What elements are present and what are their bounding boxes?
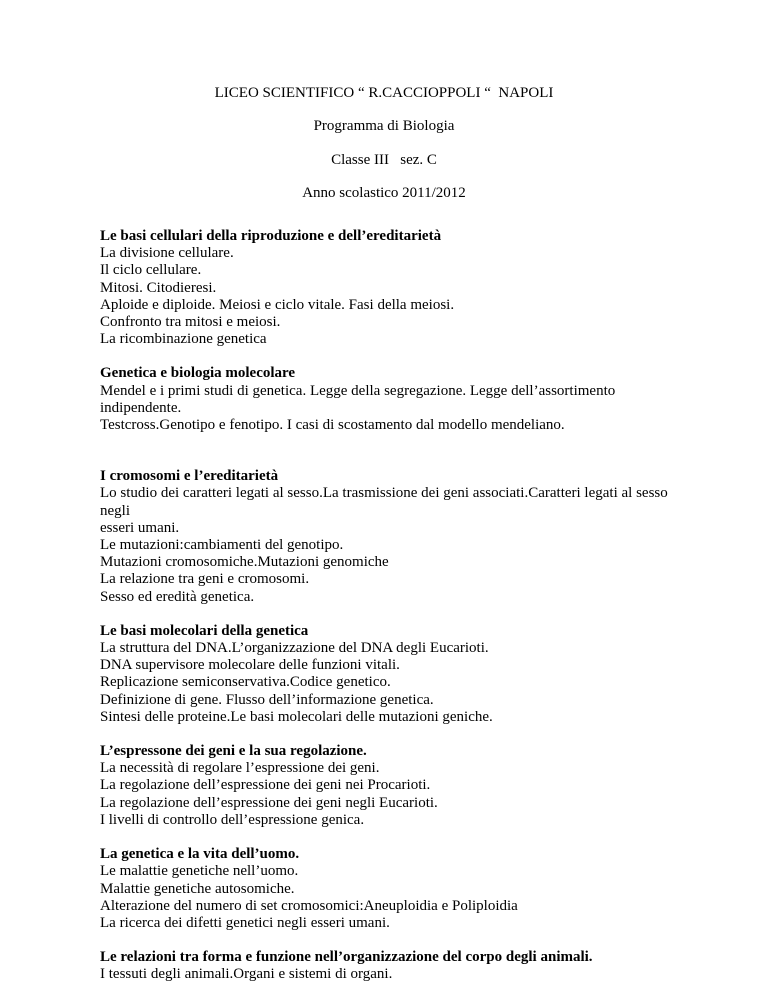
section-animal-body <box>100 949 700 983</box>
section-line: Le malattie genetiche nell’uomo. <box>100 863 299 880</box>
program-title: Programma di Biologia <box>313 118 455 134</box>
section-line: La ricombinazione genetica <box>100 331 267 348</box>
section-line: Malattie genetiche autosomiche. <box>100 880 295 897</box>
section-line: I tessuti degli animali.Organi e sistemi di organi. <box>100 966 393 983</box>
section-line: Testcross.Genotipo e fenotipo. I casi di scostamento dal modello mendeliano. <box>100 417 565 434</box>
section-line: Mutazioni cromosomiche.Mutazioni genomiche <box>100 554 389 571</box>
section-line: Il ciclo cellulare. <box>100 262 202 279</box>
section-title: Genetica e biologia molecolare <box>100 365 296 382</box>
section-line: Mendel e i primi studi di genetica. Legge della segregazione. Legge dell’assortimento indipendente. <box>100 382 616 416</box>
section-line: La regolazione dell’espressione dei geni nei Procarioti. <box>100 777 431 794</box>
section-title: La genetica e la vita dell’uomo. <box>100 846 300 863</box>
section-title: L’espressone dei geni e la sua regolazione. <box>100 743 367 760</box>
section-line: Definizione di gene. Flusso dell’informazione genetica. <box>100 691 434 708</box>
section-line: Le mutazioni:cambiamenti del genotipo. <box>100 537 344 554</box>
school-year: Anno scolastico 2011/2012 <box>302 185 466 201</box>
section-human-genetics <box>100 846 700 932</box>
section-line: Lo studio dei caratteri legati al sesso.La trasmissione dei geni associati.Caratteri legati al sesso negli <box>100 485 668 519</box>
section-molecular-basis <box>100 623 700 726</box>
section-line: Alterazione del numero di set cromosomici:Aneuploidia e Poliploidia <box>100 897 518 914</box>
section-line: La struttura del DNA.L’organizzazione del DNA degli Eucarioti. <box>100 640 489 657</box>
section-molecular-genetics <box>100 365 700 434</box>
section-title: Le basi cellulari della riproduzione e dell’ereditarietà <box>100 228 442 244</box>
section-line: Replicazione semiconservativa.Codice genetico. <box>100 674 391 691</box>
section-line: I livelli di controllo dell’espressione genica. <box>100 811 365 828</box>
section-title: Le basi molecolari della genetica <box>100 622 309 639</box>
section-line: La necessità di regolare l’espressione dei geni. <box>100 760 380 777</box>
class-label: Classe III sez. C <box>331 152 437 168</box>
section-line: Sesso ed eredità genetica. <box>100 588 255 605</box>
section-line: Mitosi. Citodieresi. <box>100 279 217 296</box>
section-line: Sintesi delle proteine.Le basi molecolari delle mutazioni geniche. <box>100 708 493 725</box>
section-line: La ricerca dei difetti genetici negli esseri umani. <box>100 914 390 931</box>
program-body <box>100 228 700 984</box>
section-line: Confronto tra mitosi e meiosi. <box>100 314 281 331</box>
school-name: LICEO SCIENTIFICO “ R.CACCIOPPOLI “ NAPOLI <box>214 85 554 101</box>
section-line: Aploide e diploide. Meiosi e ciclo vitale. Fasi della meiosi. <box>100 296 455 313</box>
section-title: Le relazioni tra forma e funzione nell’organizzazione del corpo degli animali. <box>100 949 593 966</box>
section-line: La divisione cellulare. <box>100 245 234 262</box>
section-chromosomes <box>100 468 700 606</box>
section-gene-expression <box>100 743 700 829</box>
section-line: esseri umani. <box>100 519 180 536</box>
section-line: DNA supervisore molecolare delle funzioni vitali. <box>100 657 400 674</box>
section-line: La regolazione dell’espressione dei geni negli Eucarioti. <box>100 794 438 811</box>
section-cellular-basis <box>100 228 700 348</box>
section-title: I cromosomi e l’ereditarietà <box>100 468 279 485</box>
section-line: La relazione tra geni e cromosomi. <box>100 571 310 588</box>
